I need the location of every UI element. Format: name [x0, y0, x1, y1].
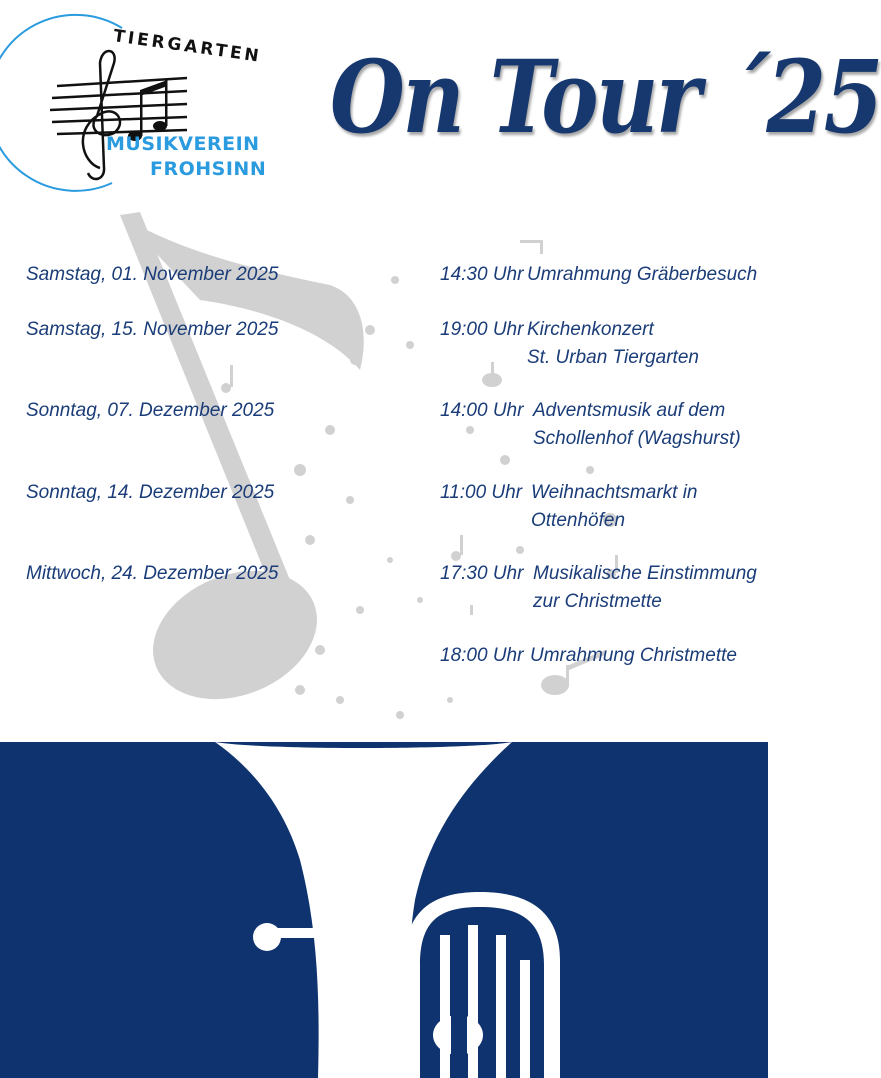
event-description: zur Christmette: [533, 591, 662, 612]
event-description: Weihnachtsmarkt in: [531, 482, 698, 503]
logo-line1: MUSIKVEREIN: [106, 133, 260, 155]
event-date: Samstag, 01. November 2025: [26, 264, 279, 285]
event-description: Musikalische Einstimmung: [533, 563, 757, 584]
event-description: St. Urban Tiergarten: [527, 347, 699, 368]
page-title: On Tour ´25: [330, 38, 881, 156]
event-description: Schollenhof (Wagshurst): [533, 428, 741, 449]
event-time: 19:00 Uhr: [440, 319, 524, 340]
event-date: Sonntag, 07. Dezember 2025: [26, 400, 275, 421]
event-time: 18:00 Uhr: [440, 645, 524, 666]
event-description: Ottenhöfen: [531, 510, 626, 531]
logo-line2: FROHSINN: [150, 158, 267, 180]
event-description: Adventsmusik auf dem: [533, 400, 726, 421]
logo-top-text: TIERGARTEN: [112, 26, 263, 67]
event-date: Sonntag, 14. Dezember 2025: [26, 482, 275, 503]
event-time: 11:00 Uhr: [440, 482, 523, 503]
event-date: Samstag, 15. November 2025: [26, 319, 279, 340]
event-date: Mittwoch, 24. Dezember 2025: [26, 563, 279, 584]
event-time: 14:00 Uhr: [440, 400, 524, 421]
event-time: 17:30 Uhr: [440, 563, 524, 584]
event-time: 14:30 Uhr: [440, 264, 524, 285]
event-description: Umrahmung Gräberbesuch: [527, 264, 758, 285]
event-description: Kirchenkonzert: [527, 319, 654, 340]
event-description: Umrahmung Christmette: [530, 645, 737, 666]
